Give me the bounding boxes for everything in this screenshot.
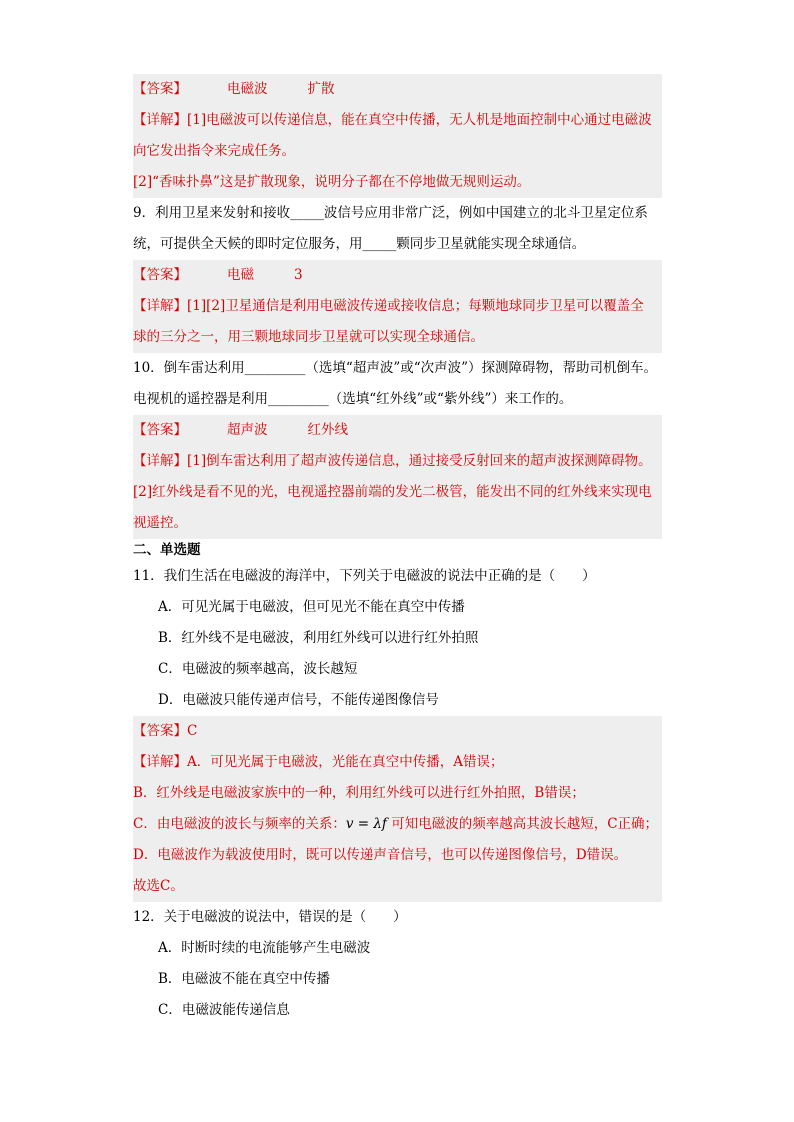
- q11-detail-line-1: [133, 747, 662, 778]
- section-title: 二、单选题: [133, 542, 201, 558]
- answer-tag: 【答案】: [133, 422, 187, 438]
- detail-tag: 【详解】: [133, 112, 187, 128]
- q11-answer-line: [133, 716, 662, 747]
- q11-detail-line-3: [133, 809, 662, 840]
- q11-stem: 11．我们生活在电磁波的海洋中，下列关于电磁波的说法中正确的是（ ）: [133, 568, 596, 584]
- detail-text-pre: C．由电磁波的波长与频率的关系：: [133, 816, 346, 832]
- formula: v = λf: [345, 816, 387, 832]
- q11-option-b: B．红外线不是电磁波，利用红外线可以进行红外拍照: [158, 630, 479, 646]
- q8-answer-line: [133, 74, 662, 105]
- q11-option-c: C．电磁波的频率越高，波长越短: [158, 661, 358, 677]
- q8-answer-block: [133, 74, 662, 198]
- detail-tag: 【详解】: [133, 754, 187, 770]
- q11-detail-line-5: 故选C。: [133, 878, 184, 894]
- q11-answer-block: [133, 716, 662, 902]
- q8-detail-line-3: [2]“香味扑鼻”这是扩散现象，说明分子都在不停地做无规则运动。: [133, 174, 531, 190]
- answer-value-1: 电磁波: [227, 81, 268, 97]
- detail-tag: 【详解】: [133, 453, 187, 469]
- q10-detail-line-1: [133, 446, 662, 477]
- q9-stem-line-1: 9．利用卫星来发射和接收_____波信号应用非常广泛，例如中国建立的北斗卫星定位系: [133, 205, 648, 221]
- q10-stem-line-1: 10．倒车雷达利用_________（选填“超声波”或“次声波”）探测障碍物，帮助司机倒车。: [133, 360, 658, 376]
- answer-value-2: 红外线: [307, 422, 348, 438]
- q10-answer-block: [133, 415, 662, 539]
- detail-text: [1]倒车雷达利用了超声波传递信息，通过接受反射回来的超声波探测障碍物。: [187, 453, 652, 469]
- detail-text-post: 可知电磁波的频率越高其波长越短，C正确；: [386, 816, 659, 832]
- document-page: [133, 74, 662, 1026]
- answer-tag: 【答案】: [133, 723, 187, 739]
- answer-value-1: 电磁: [227, 267, 254, 283]
- detail-tag: 【详解】: [133, 298, 187, 314]
- answer-tag: 【答案】: [133, 81, 187, 97]
- detail-text: [1]电磁波可以传递信息，能在真空中传播，无人机是地面控制中心通过电磁波: [187, 112, 652, 128]
- answer-value-1: 超声波: [227, 422, 268, 438]
- q11-detail-line-2: B．红外线是电磁波家族中的一种，利用红外线可以进行红外拍照，B错误；: [133, 785, 585, 801]
- q12-option-a: A．时断时续的电流能够产生电磁波: [158, 940, 371, 956]
- answer-value: C: [187, 723, 198, 739]
- q10-detail-line-3: 视遥控。: [133, 515, 187, 531]
- q12-stem: 12．关于电磁波的说法中，错误的是（ ）: [133, 909, 407, 925]
- q11-detail-line-4: D．电磁波作为载波使用时，既可以传递声音信号，也可以传递图像信号，D错误。: [133, 847, 628, 863]
- answer-value-2: 扩散: [307, 81, 335, 97]
- q9-detail-line-2: 球的三分之一，用三颗地球同步卫星就可以实现全球通信。: [133, 329, 484, 345]
- detail-text: A．可见光属于电磁波，光能在真空中传播，A错误；: [187, 754, 504, 770]
- q10-answer-line: [133, 415, 662, 446]
- q12-option-b: B．电磁波不能在真空中传播: [158, 971, 330, 987]
- q9-answer-block: [133, 260, 662, 353]
- q12-option-c: C．电磁波能传递信息: [158, 1002, 290, 1018]
- q10-stem-line-2: 电视机的遥控器是利用_________（选填“红外线”或“紫外线”）来工作的。: [133, 391, 573, 407]
- q8-detail-line-1: [133, 105, 662, 136]
- q11-option-d: D．电磁波只能传递声信号，不能传递图像信号: [158, 692, 439, 708]
- q8-detail-line-2: 向它发出指令来完成任务。: [133, 143, 295, 159]
- detail-text: [1][2]卫星通信是利用电磁波传递或接收信息；每颗地球同步卫星可以覆盖全: [187, 298, 644, 314]
- q11-option-a: A．可见光属于电磁波，但可见光不能在真空中传播: [158, 599, 465, 615]
- answer-tag: 【答案】: [133, 267, 187, 283]
- q10-detail-line-2: [2]红外线是看不见的光，电视遥控器前端的发光二极管，能发出不同的红外线来实现电: [133, 484, 652, 500]
- q9-answer-line: [133, 260, 662, 291]
- q9-stem-line-2: 统，可提供全天候的即时定位服务，用_____颗同步卫星就能实现全球通信。: [133, 236, 586, 252]
- answer-value-2: 3: [294, 267, 303, 283]
- q9-detail-line-1: [133, 291, 662, 322]
